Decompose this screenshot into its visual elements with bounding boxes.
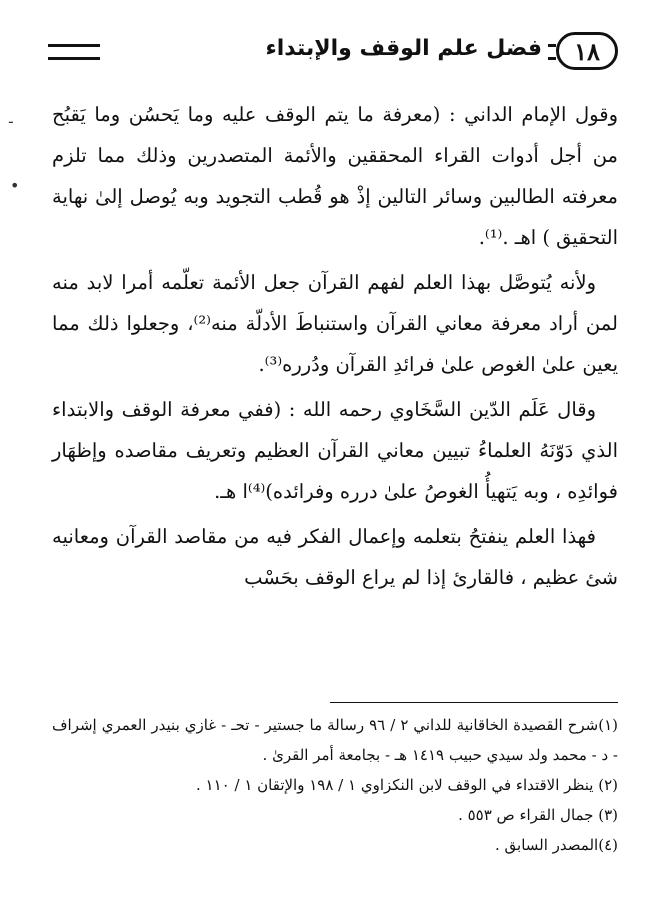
header-rule-right (548, 44, 556, 60)
header-rule-left (48, 44, 100, 60)
page-number: ١٨ (556, 32, 618, 70)
footnotes (52, 710, 618, 860)
main-text (52, 94, 618, 598)
margin-mark: • (10, 176, 20, 195)
paragraph: ولأنه يُتوصَّل بهذا العلم لفهم القرآن جعل الأئمة تعلّمه أمرا لابد منه لمن أراد معرفة معاني القرآن واستنباطَ الأدلّة منه⁽²⁾، وجعلوا ذلك مما يعين علىٰ الغوص علىٰ فرائدِ القرآن ودُرره⁽³⁾. (52, 271, 618, 376)
footnote: (٢) ينظر الاقتداء في الوقف لابن النكزاوي ١ / ١٩٨ والإتقان ١ / ١١٠ . (196, 776, 618, 794)
paragraph: وقال عَلَم الدّين السَّخَاوي رحمه الله : (ففي معرفة الوقف والابتداء الذي دَوّنَهُ العلماءُ تبيين معاني القرآن العظيم وتعريف مقاصده وإظهَار فوائدِه ، وبه يَتهيأُ الغوصُ علىٰ درره وفرائده)⁽⁴⁾ا هـ. (52, 398, 618, 503)
paragraph: فهذا العلم ينفتحُ بتعلمه وإعمال الفكر فيه من مقاصد القرآن ومعانيه شئ عظيم ، فالقارئ إذا لم يراع الوقف بحَسْب (52, 525, 618, 589)
footnote: (٣) جمال القراء ص ٥٥٣ . (458, 806, 618, 824)
footnote: (٤)المصدر السابق . (495, 836, 618, 854)
page-header (48, 30, 618, 74)
footnote: (١)شرح القصيدة الخاقانية للداني ٢ / ٩٦ رسالة ما جستير - تحـ - غازي بنيدر العمري إشراف - د - محمد ولد سيدي حبيب ١٤١٩ هـ - بجامعة أمر القرىٰ . (52, 716, 618, 764)
footnote-separator (330, 702, 618, 703)
margin-mark: - (8, 112, 14, 131)
paragraph: وقول الإمام الداني : (معرفة ما يتم الوقف عليه وما يَحسُن وما يَقبُح من أجل أدوات القراء المحققين والأئمة المتصدرين وذلك مما تلزم معرفته الطالبين وسائر التالين إذْ هو قُطب التجويد وبه يُوصل إلىٰ نهاية التحقيق ) اهـ .⁽¹⁾. (52, 103, 618, 249)
running-title: فضل علم الوقف والإبتداء (265, 36, 542, 61)
